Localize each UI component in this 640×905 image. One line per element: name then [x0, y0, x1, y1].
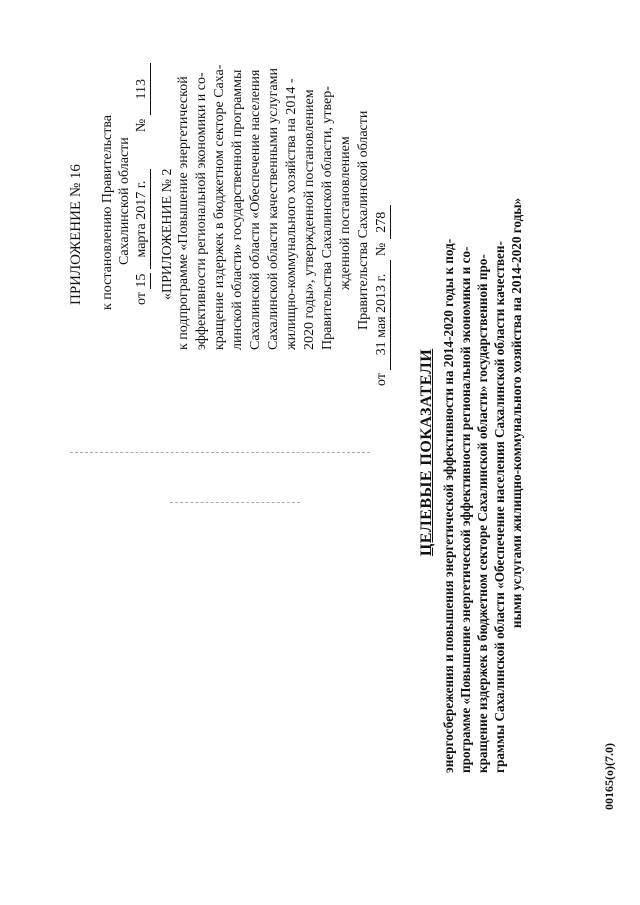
page-title: ЦЕЛЕВЫЕ ПОКАЗАТЕЛИ [418, 348, 435, 557]
subheading-line: энергосбережения и повышения энергетической эффективности на 2014-2020 годы к под- [441, 238, 456, 773]
document-code: 00165(о)(7.0) [602, 743, 616, 810]
subheading-line: программе «Повышение энергетической эффективности региональной экономики и со- [458, 246, 473, 773]
scan-artifact [70, 452, 370, 453]
num-value: 278 [374, 205, 391, 239]
num-value: 113 [134, 63, 151, 115]
appendix2-line: кращение издержек в бюджетном секторе Саха- [212, 64, 227, 350]
day-value: 15 [134, 273, 149, 288]
appendix2-line: линской области» государственной программы [230, 69, 245, 350]
from-label: от [374, 373, 389, 386]
appendix2-line: Правительства Сахалинской области, утвер- [320, 86, 335, 350]
appendix2-line: жилищно-коммунального хозяйства на 2014 - [284, 78, 299, 350]
num-label: № [134, 118, 149, 133]
from-label: от [134, 292, 149, 305]
subheading-line: граммы Сахалинской области «Обеспечение населения Сахалинской области качествен- [492, 241, 507, 773]
date-value: 31 мая 2013 г. [374, 260, 391, 370]
appendix2-line: Правительства Сахалинской области [356, 110, 371, 330]
month-year: марта 2017 г. [134, 169, 151, 269]
appendix2-line: эффективности региональной экономики и со- [194, 72, 209, 350]
appendix2-line: 2020 годы», утвержденной постановлением [302, 89, 317, 350]
appendix2-line: жденной постановлением [338, 136, 353, 290]
subheading [440, 53, 525, 773]
subheading-line: ными услугами жилищно-коммунального хозяйства на 2014-2020 годы» [509, 197, 524, 629]
num-label: № [374, 242, 389, 257]
subheading-line: кращение издержек в бюджетном секторе Сахалинской области» государственной про- [475, 254, 490, 773]
appendix2-line: Сахалинской области «Обеспечение населения [248, 69, 263, 350]
appendix2-date-line [374, 205, 391, 386]
appendix2-title: «ПРИЛОЖЕНИЕ № 2 [160, 168, 175, 300]
appendix2-line: Сахалинской области качественными услугами [266, 68, 281, 350]
appendix16-title: ПРИЛОЖЕНИЕ № 16 [68, 164, 84, 305]
appendix16-line1: к постановлению Правительства [100, 114, 115, 310]
appendix2-line: к подпрограмме «Повышение энергетической [176, 76, 191, 350]
scan-artifact [170, 502, 300, 503]
appendix16-date-line [134, 63, 151, 305]
appendix16-line2: Сахалинской области [117, 137, 132, 265]
